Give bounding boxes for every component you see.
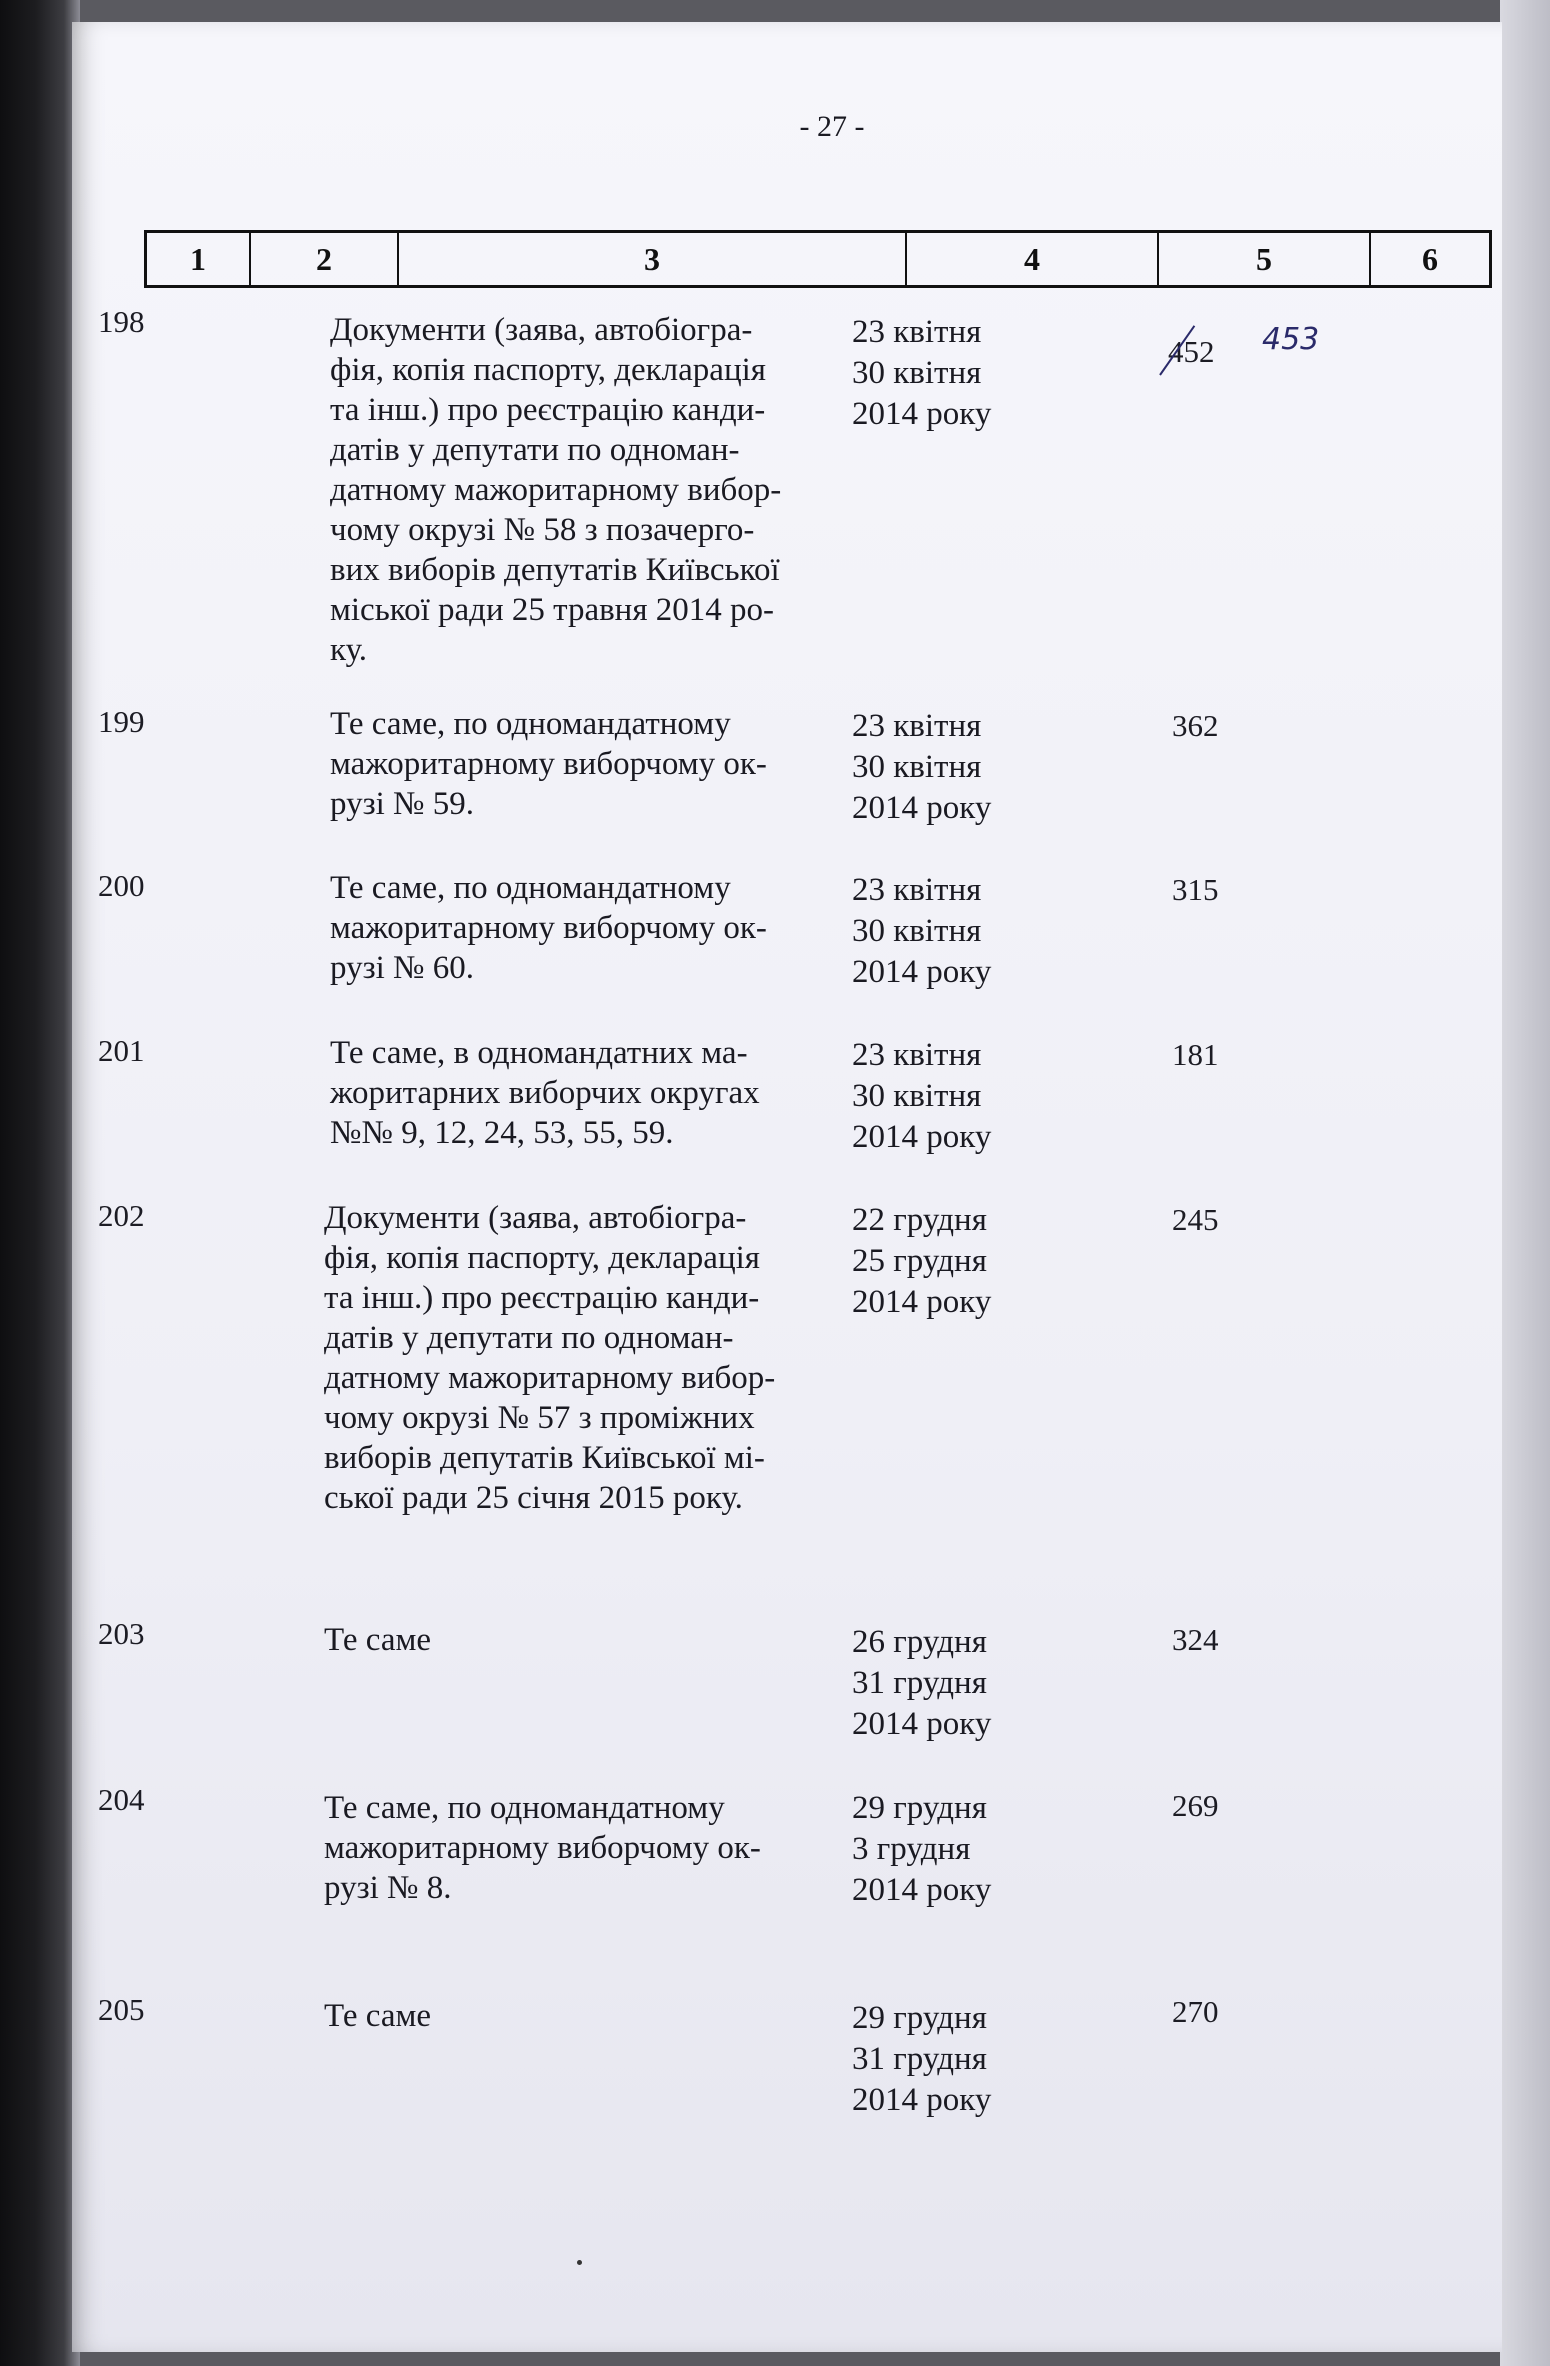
item-dates: 23 квітня 30 квітня 2014 року <box>852 1037 992 1155</box>
item-dates: 23 квітня 30 квітня 2014 року <box>852 872 992 990</box>
header-col-1: 1 <box>147 233 251 285</box>
item-sheets: 324 <box>1172 1622 1219 1657</box>
item-dates: 23 квітня 30 квітня 2014 року <box>852 708 992 826</box>
item-dates: 23 квітня 30 квітня 2014 року <box>852 314 992 432</box>
item-number: 202 <box>98 1198 145 1233</box>
item-description: Документи (заява, автобіогра- фія, копія паспорту, декларація та інш.) про реєстрацію канди- датів у депутати по одноман- датному мажоритарному вибор- чому окрузі № 57 з проміжних виборів депутатів Київської мі- ської ради 25 січня 2015 року. <box>324 1200 776 1516</box>
item-description: Те саме, в одномандатних ма- жоритарних виборчих округах №№ 9, 12, 24, 53, 55, 59. <box>330 1035 760 1151</box>
item-dates: 29 грудня 3 грудня 2014 року <box>852 1790 992 1908</box>
binding-shadow <box>0 0 80 2366</box>
item-number: 198 <box>98 304 145 339</box>
item-dates: 26 грудня 31 грудня 2014 року <box>852 1624 992 1742</box>
header-col-2: 2 <box>251 233 399 285</box>
item-dates: 29 грудня 31 грудня 2014 року <box>852 2000 992 2118</box>
item-sheets: 269 <box>1172 1788 1219 1823</box>
item-number: 199 <box>98 704 145 739</box>
item-number: 204 <box>98 1782 145 1817</box>
item-description: Те саме <box>324 1622 432 1658</box>
item-sheets: 181 <box>1172 1037 1219 1072</box>
item-sheets: 245 <box>1172 1202 1219 1237</box>
page-number: - 27 - <box>799 110 865 143</box>
item-sheets: 362 <box>1172 708 1219 743</box>
item-sheets: 315 <box>1172 872 1219 907</box>
item-description: Документи (заява, автобіогра- фія, копія паспорту, декларація та інш.) про реєстрацію канди- датів у депутати по одноман- датному мажоритарному вибор- чому окрузі № 58 з позачерго- вих виборів депутатів Київської міської ради 25 травня 2014 ро- ку. <box>330 312 782 668</box>
page-edge <box>1500 0 1550 2366</box>
item-description: Те саме, по одномандатному мажоритарному виборчому ок- рузі № 8. <box>324 1790 761 1906</box>
item-number: 201 <box>98 1033 145 1068</box>
header-col-4: 4 <box>907 233 1159 285</box>
item-description: Те саме <box>324 1998 432 2034</box>
item-dates: 22 грудня 25 грудня 2014 року <box>852 1202 992 1320</box>
item-description: Те саме, по одномандатному мажоритарному виборчому ок- рузі № 59. <box>330 706 767 822</box>
page-speck <box>577 2260 582 2265</box>
item-number: 200 <box>98 868 145 903</box>
column-header-table <box>144 230 1492 288</box>
item-sheets: 270 <box>1172 1994 1219 2029</box>
header-col-3: 3 <box>399 233 907 285</box>
item-sheets-struck: 452 <box>1168 334 1215 369</box>
document-page <box>72 22 1502 2352</box>
item-number: 205 <box>98 1992 145 2027</box>
header-col-6: 6 <box>1422 240 1438 277</box>
handwritten-sheets-correction: 453 <box>1262 322 1320 357</box>
header-col-5: 5 <box>1159 233 1371 285</box>
item-number: 203 <box>98 1616 145 1651</box>
item-description: Те саме, по одномандатному мажоритарному виборчому ок- рузі № 60. <box>330 870 767 986</box>
